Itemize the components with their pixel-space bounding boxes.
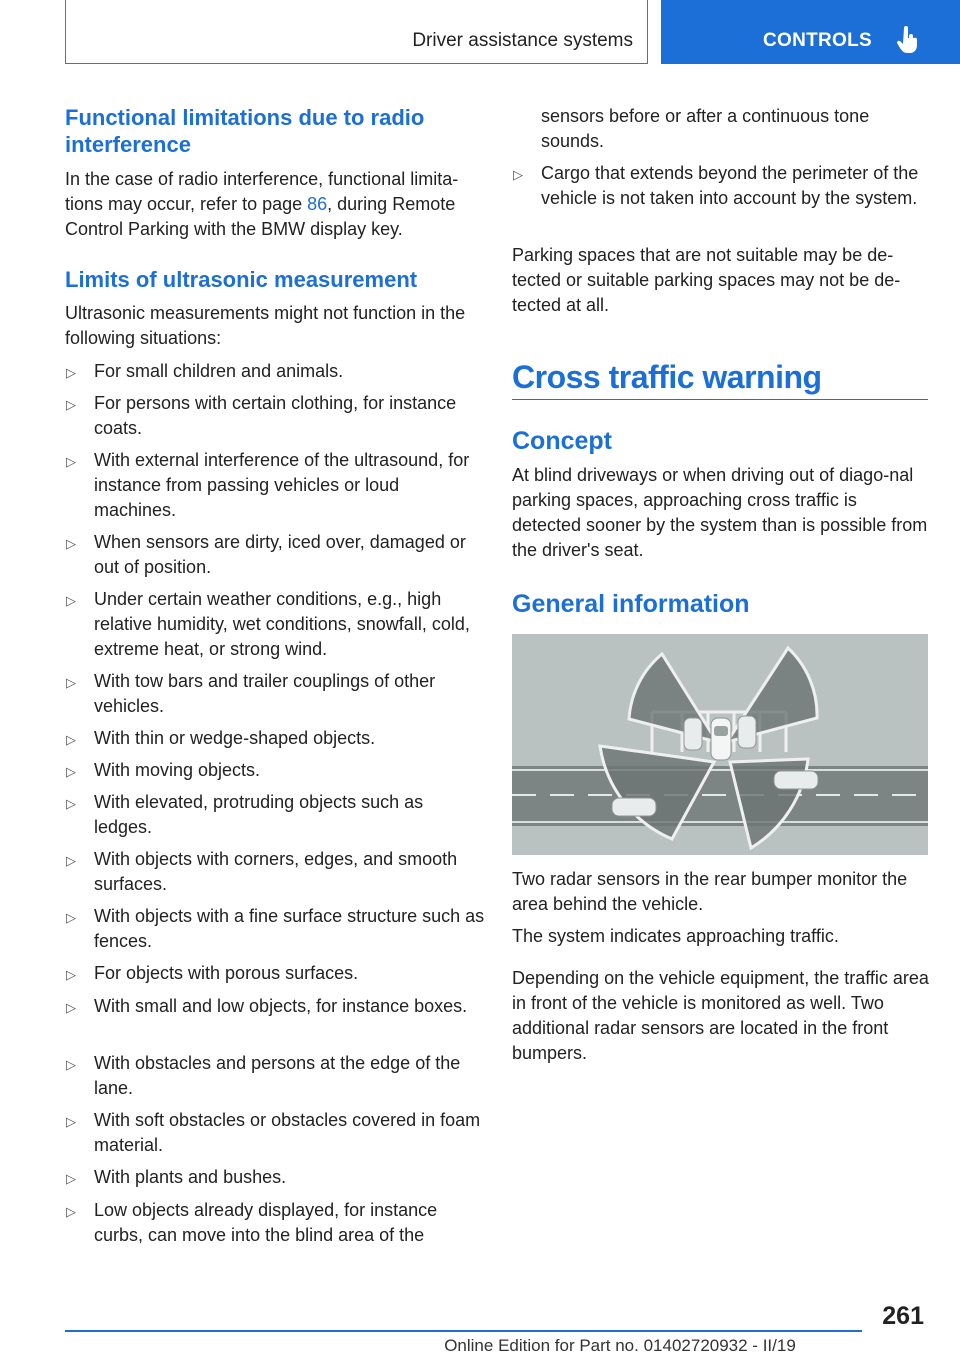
heading-radio-interference: Functional limitations due to radio interference xyxy=(65,105,425,157)
text-fragment: In the case of radio interference, functional limita-tions may occur, refer to page xyxy=(65,169,459,214)
paragraph-radar-sensors: Two radar sensors in the rear bumper monitor the area behind the vehicle. xyxy=(512,869,908,914)
footer-rule xyxy=(65,1330,862,1332)
footer-edition-wrapper xyxy=(0,1336,960,1356)
list-item xyxy=(65,904,485,954)
list-item-text: With soft obstacles or obstacles covered in foam material. xyxy=(94,1110,481,1155)
list-item xyxy=(65,1165,485,1190)
triangle-bullet-icon: ▷ xyxy=(66,910,76,925)
list-item-text: Low objects already displayed, for instance curbs, can move into the blind area of the xyxy=(94,1200,438,1245)
list-item-text: With thin or wedge-shaped objects. xyxy=(94,728,376,748)
continued-bullet-text: sensors before or after a continuous tone sounds. xyxy=(541,106,870,151)
list-item-text: With objects with a fine surface structure such as fences. xyxy=(94,906,485,951)
paragraph-radio-interference xyxy=(65,167,485,242)
paragraph-concept: At blind driveways or when driving out of diago-nal parking spaces, approaching cross traffic is detected sooner by the system than is possible from the driver's seat. xyxy=(512,465,928,560)
list-item-text: With obstacles and persons at the edge of the lane. xyxy=(94,1053,461,1098)
list-item-text: For objects with porous surfaces. xyxy=(94,963,359,983)
triangle-bullet-icon: ▷ xyxy=(66,454,76,469)
page-reference-link[interactable]: 86 xyxy=(307,194,328,214)
text-fragment: , during Remote Control Parking with the BMW display key. xyxy=(65,194,456,239)
list-item xyxy=(65,961,485,986)
triangle-bullet-icon: ▷ xyxy=(66,732,76,747)
heading-concept: Concept xyxy=(512,427,612,455)
header-section-title: Driver assistance systems xyxy=(412,30,633,51)
triangle-bullet-icon: ▷ xyxy=(66,365,76,380)
page-number: 261 xyxy=(882,1302,924,1330)
header-section-box xyxy=(65,0,648,64)
cross-traffic-illustration xyxy=(512,634,928,855)
triangle-bullet-icon: ▷ xyxy=(66,1000,76,1015)
list-item xyxy=(65,1108,485,1158)
list-item xyxy=(65,359,485,384)
list-item-text: With objects with corners, edges, and smooth surfaces. xyxy=(94,849,458,894)
list-item-text: With moving objects. xyxy=(94,760,261,780)
triangle-bullet-icon: ▷ xyxy=(66,1204,76,1219)
list-item xyxy=(65,448,485,523)
triangle-bullet-icon: ▷ xyxy=(66,593,76,608)
heading-general-information: General information xyxy=(512,590,750,618)
triangle-bullet-icon: ▷ xyxy=(66,397,76,412)
list-item-text: With tow bars and trailer couplings of other vehicles. xyxy=(94,671,436,716)
triangle-bullet-icon: ▷ xyxy=(66,1171,76,1186)
list-item-text: For small children and animals. xyxy=(94,361,344,381)
list-item-text: Cargo that extends beyond the perimeter of the vehicle is not taken into account by the system. xyxy=(541,163,919,208)
list-item-text: When sensors are dirty, iced over, damaged or out of position. xyxy=(94,532,466,577)
triangle-bullet-icon: ▷ xyxy=(66,967,76,982)
illustration-svg xyxy=(512,634,928,855)
list-item-text: With small and low objects, for instance boxes. xyxy=(94,996,468,1016)
heading-underline xyxy=(512,399,928,400)
triangle-bullet-icon: ▷ xyxy=(66,796,76,811)
paragraph-ultrasonic-intro: Ultrasonic measurements might not function in the following situations: xyxy=(65,303,466,348)
list-item xyxy=(65,669,485,719)
list-item xyxy=(65,758,485,783)
triangle-bullet-icon: ▷ xyxy=(66,675,76,690)
triangle-bullet-icon: ▷ xyxy=(66,1057,76,1072)
hand-pointer-icon xyxy=(897,26,919,54)
triangle-bullet-icon: ▷ xyxy=(66,764,76,779)
paragraph-indicates-traffic: The system indicates approaching traffic. xyxy=(512,926,839,946)
list-item-text: For persons with certain clothing, for instance coats. xyxy=(94,393,457,438)
list-item xyxy=(65,847,485,897)
list-item xyxy=(65,530,485,580)
paragraph-front-sensors: Depending on the vehicle equipment, the traffic area in front of the vehicle is monitored as well. Two additional radar sensors are located in the front bumpers. xyxy=(512,968,929,1063)
heading-cross-traffic-warning: Cross traffic warning xyxy=(512,359,822,395)
triangle-bullet-icon: ▷ xyxy=(66,853,76,868)
triangle-bullet-icon: ▷ xyxy=(66,1114,76,1129)
list-item-text: Under certain weather conditions, e.g., high relative humidity, wet conditions, snowfall, cold, extreme heat, or strong wind. xyxy=(94,589,470,659)
triangle-bullet-icon: ▷ xyxy=(66,536,76,551)
heading-ultrasonic-limits: Limits of ultrasonic measurement xyxy=(65,267,418,292)
list-item xyxy=(65,1198,485,1248)
list-item xyxy=(65,994,485,1019)
list-item xyxy=(65,790,485,840)
list-item-text: With plants and bushes. xyxy=(94,1167,287,1187)
list-item xyxy=(512,161,929,211)
header-chapter-tab[interactable] xyxy=(661,0,960,64)
list-item xyxy=(65,391,485,441)
list-item xyxy=(65,587,485,662)
header-chapter-label: CONTROLS xyxy=(763,30,873,51)
triangle-bullet-icon: ▷ xyxy=(513,167,523,182)
list-item xyxy=(65,1051,485,1101)
footer-edition-text: Online Edition for Part no. 01402720932 - II/19 xyxy=(444,1336,796,1355)
paragraph-parking-spaces: Parking spaces that are not suitable may be de-tected or suitable parking spaces may not be de-tected at all. xyxy=(512,245,901,315)
list-item xyxy=(65,726,485,751)
list-item-text: With elevated, protruding objects such as ledges. xyxy=(94,792,424,837)
list-item-text: With external interference of the ultrasound, for instance from passing vehicles or loud machines. xyxy=(94,450,470,520)
